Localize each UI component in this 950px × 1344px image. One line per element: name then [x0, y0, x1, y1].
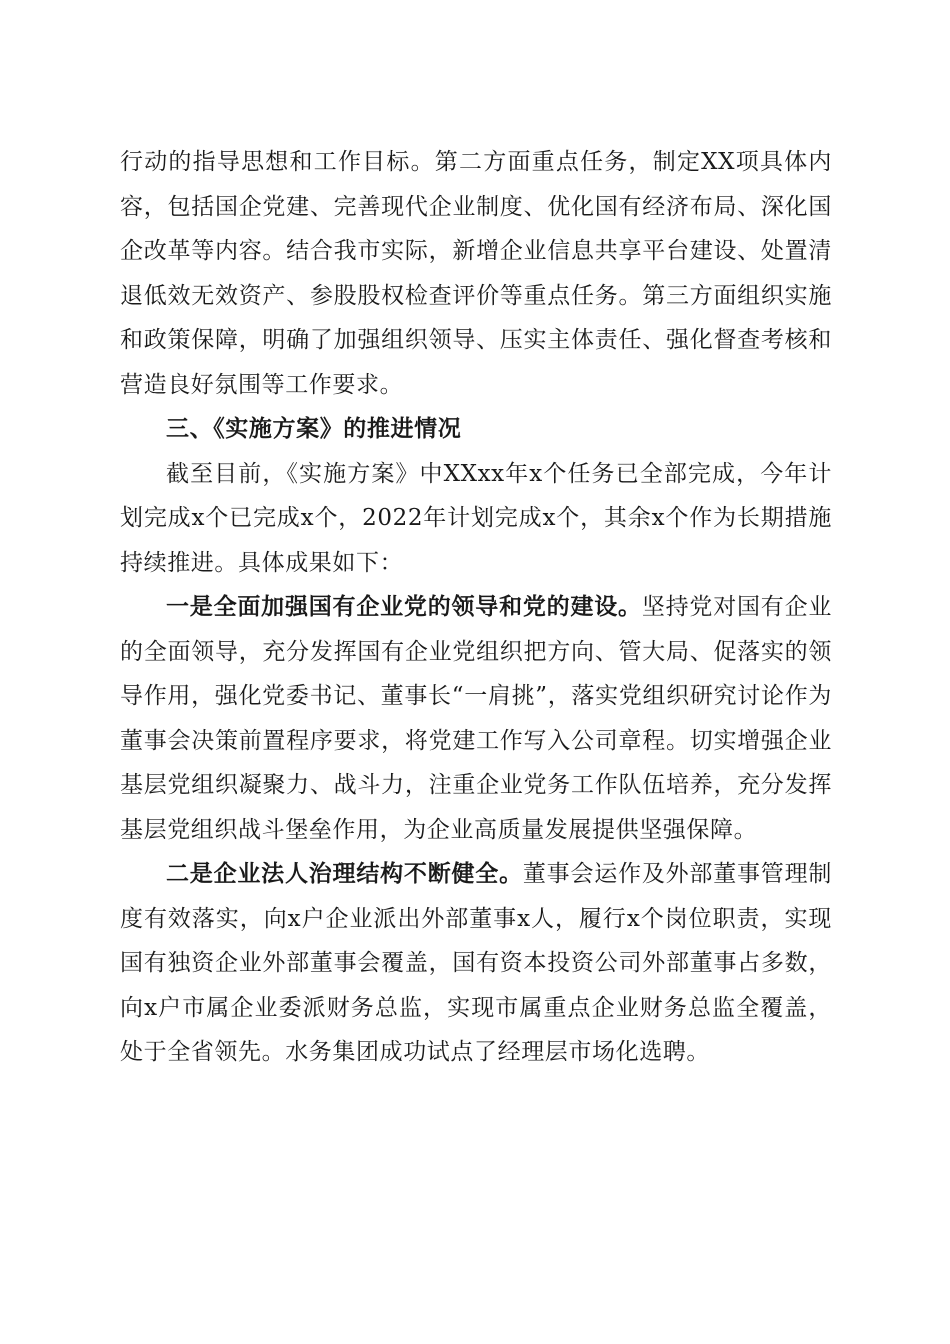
paragraph-party-building: [120, 585, 832, 852]
paragraph-continuation: 行动的指导思想和工作目标。第二方面重点任务，制定XX项具体内容，包括国企党建、完善现代企业制度、优化国有经济布局、深化国企改革等内容。结合我市实际，新增企业信息共享平台建设、处置清退低效无效资产、参股股权检查评价等重点任务。第三方面组织实施和政策保障，明确了加强组织领导、压实主体责任、强化督查考核和营造良好氛围等工作要求。: [120, 149, 832, 398]
paragraph-governance: [120, 852, 832, 1075]
paragraph-lead: 二是企业法人治理结构不断健全。: [166, 861, 523, 887]
paragraph-lead: 一是全面加强国有企业党的领导和党的建设。: [166, 594, 642, 620]
paragraph-body: 坚持党对国有企业的全面领导，充分发挥国有企业党组织把方向、管大局、促落实的领导作用，强化党委书记、董事长“一肩挑”，落实党组织研究讨论作为董事会决策前置程序要求，将党建工作写入公司章程。切实增强企业基层党组织凝聚力、战斗力，注重企业党务工作队伍培养，充分发挥基层党组织战斗堡垒作用，为企业高质量发展提供坚强保障。: [120, 594, 832, 843]
paragraph-body: 董事会运作及外部董事管理制度有效落实，向x户企业派出外部董事x人，履行x个岗位职责，实现国有独资企业外部董事会覆盖，国有资本投资公司外部董事占多数，向x户市属企业委派财务总监，实现市属重点企业财务总监全覆盖，处于全省领先。水务集团成功试点了经理层市场化选聘。: [120, 861, 832, 1065]
document-body: [120, 140, 832, 1075]
section-heading: 三、《实施方案》的推进情况: [166, 416, 462, 442]
paragraph-progress: 截至目前，《实施方案》中XXxx年x个任务已全部完成，今年计划完成x个已完成x个，2022年计划完成x个，其余x个作为长期措施持续推进。具体成果如下：: [120, 460, 832, 576]
